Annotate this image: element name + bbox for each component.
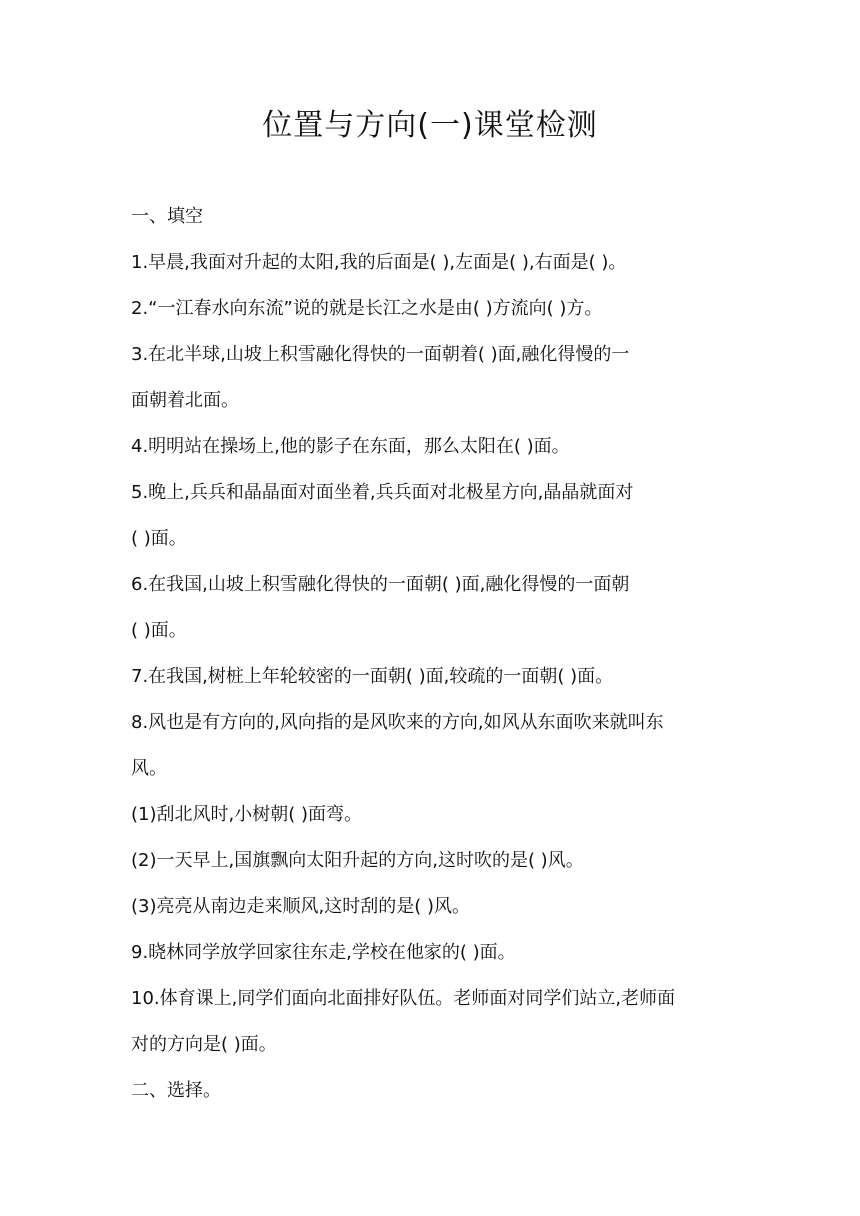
page-title: 位置与方向(一)课堂检测 — [262, 108, 598, 143]
question-line: 面朝着北面。 — [131, 390, 239, 411]
question-line: 1.早晨,我面对升起的太阳,我的后面是( ),左面是( ),右面是( )。 — [131, 252, 627, 273]
question-line: 7.在我国,树桩上年轮较密的一面朝( )面,较疏的一面朝( )面。 — [131, 666, 614, 687]
question-line: 2.“一江春水向东流”说的就是长江之水是由( )方流向( )方。 — [131, 298, 603, 319]
question-line: 10.体育课上,同学们面向北面排好队伍。老师面对同学们站立,老师面 — [131, 988, 676, 1009]
question-line: (1)刮北风时,小树朝( )面弯。 — [131, 804, 362, 825]
question-line: 9.晓林同学放学回家往东走,学校在他家的( )面。 — [131, 942, 516, 963]
question-line: (2)一天早上,国旗飘向太阳升起的方向,这时吹的是( )风。 — [131, 850, 584, 871]
question-line: 6.在我国,山坡上积雪融化得快的一面朝( )面,融化得慢的一面朝 — [131, 574, 630, 595]
section-heading-choice: 二、选择。 — [131, 1080, 221, 1101]
question-line: 3.在北半球,山坡上积雪融化得快的一面朝着( )面,融化得慢的一 — [131, 344, 630, 365]
question-line: ( )面。 — [131, 528, 187, 549]
section-heading-fill-in: 一、填空 — [131, 206, 203, 227]
question-line: 8.风也是有方向的,风向指的是风吹来的方向,如风从东面吹来就叫东 — [131, 712, 664, 733]
question-line: (3)亮亮从南边走来顺风,这时刮的是( )风。 — [131, 896, 470, 917]
question-line: 5.晚上,兵兵和晶晶面对面坐着,兵兵面对北极星方向,晶晶就面对 — [131, 482, 634, 503]
question-line: 4.明明站在操场上,他的影子在东面，那么太阳在( )面。 — [131, 436, 570, 457]
question-list — [131, 200, 731, 1120]
question-line: ( )面。 — [131, 620, 187, 641]
question-line: 对的方向是( )面。 — [131, 1034, 277, 1055]
question-line: 风。 — [131, 758, 167, 779]
